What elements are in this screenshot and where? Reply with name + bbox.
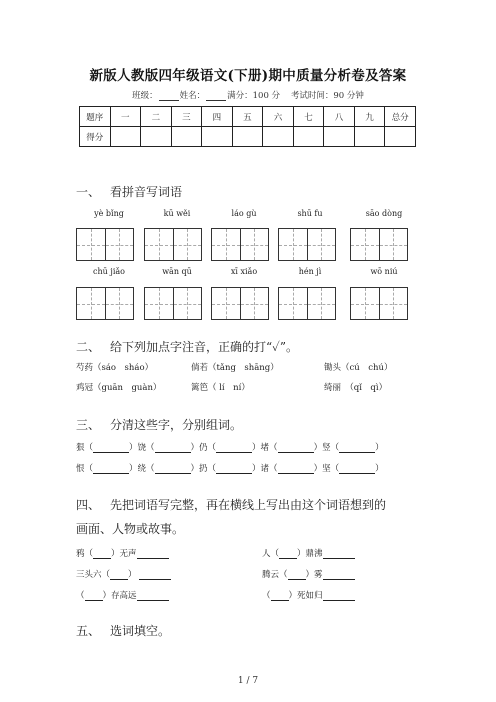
section5-heading [76, 622, 170, 639]
score-header-cell: 二 [141, 107, 172, 127]
score-header-cell: 一 [110, 107, 141, 127]
char-prompt: 狠（ [76, 443, 94, 453]
score-row-label: 得分 [80, 127, 111, 147]
word-group-row [76, 441, 384, 453]
section1-heading [76, 183, 182, 200]
answer-blank[interactable] [155, 464, 191, 474]
idiom-part: （ [262, 591, 271, 601]
answer-line[interactable] [137, 591, 169, 601]
pinyin-label: láo gù [231, 209, 257, 218]
char-prompt: ） [375, 464, 384, 474]
pinyin-label: yè bǐng [94, 209, 124, 218]
idiom-blank[interactable] [271, 591, 289, 601]
idiom-part: （ [76, 591, 85, 601]
full-score: 满分：100 分 [227, 91, 281, 101]
page-title: 新版人教版四年级语文(下册)期中质量分析卷及答案 [89, 68, 407, 84]
score-table-score-row [80, 127, 416, 147]
score-header-cell: 三 [171, 107, 202, 127]
section-number: 四、 [76, 498, 101, 512]
writing-box[interactable] [76, 287, 134, 320]
score-header-cell: 八 [324, 107, 355, 127]
char-prompt: ）诸（ [252, 464, 278, 474]
score-table [79, 106, 416, 147]
answer-line[interactable] [137, 549, 169, 559]
char-prompt: ）仍（ [190, 443, 217, 453]
section-number: 三、 [76, 418, 101, 432]
answer-blank[interactable] [278, 443, 314, 453]
writing-box[interactable] [211, 287, 269, 320]
answer-line[interactable] [323, 549, 355, 559]
phonetic-item[interactable]: 芍药（sáo sháo） [76, 363, 154, 373]
answer-blank[interactable] [93, 464, 129, 474]
idiom-part: ）存高远 [102, 591, 137, 601]
pinyin-label: sāo dòng [365, 209, 403, 218]
section-title: 先把词语写完整，再在横线上写出由这个词语想到的 [110, 498, 387, 512]
idiom-part: ） [128, 570, 137, 580]
class-label: 班级： [132, 91, 158, 101]
score-header-cell: 五 [232, 107, 263, 127]
writing-box[interactable] [278, 228, 336, 261]
idiom-item [262, 568, 355, 580]
class-blank [159, 91, 179, 101]
idiom-part: 鸦（ [76, 549, 94, 559]
idiom-part: 人（ [262, 549, 280, 559]
answer-blank[interactable] [339, 464, 375, 474]
writing-box[interactable] [144, 287, 202, 320]
idiom-part: ）鼎沸 [297, 549, 323, 559]
section3-heading [76, 416, 242, 433]
section-number: 五、 [76, 624, 101, 638]
phonetic-item[interactable]: 锄头（cú chú） [324, 363, 393, 373]
name-label: 姓名： [179, 91, 206, 101]
idiom-blank[interactable] [110, 570, 128, 580]
section-title: 分清这些字，分别组词。 [110, 418, 243, 432]
char-prompt: ）堵（ [252, 443, 278, 453]
score-cell[interactable] [385, 127, 416, 147]
answer-blank[interactable] [93, 443, 129, 453]
pinyin-label: hén jì [298, 267, 322, 276]
char-prompt: ） [375, 443, 384, 453]
page-number: 1 / 7 [237, 676, 259, 686]
score-cell[interactable] [110, 127, 141, 147]
idiom-item [262, 547, 355, 559]
idiom-item [76, 568, 171, 580]
score-header-cell: 九 [354, 107, 385, 127]
writing-box[interactable] [278, 287, 336, 320]
idiom-part: ）死如归 [288, 591, 323, 601]
char-prompt: ）竖（ [313, 443, 340, 453]
idiom-blank[interactable] [288, 570, 306, 580]
name-blank [206, 91, 226, 101]
char-prompt: ）坚（ [313, 464, 340, 474]
phonetic-item[interactable]: 鸡冠（guān guàn） [76, 383, 162, 393]
section2-heading [76, 338, 298, 355]
answer-blank[interactable] [216, 464, 252, 474]
char-prompt: 恨（ [76, 464, 94, 474]
pinyin-label: chū jiǎo [93, 267, 125, 276]
section4-heading [76, 496, 386, 513]
answer-blank[interactable] [155, 443, 191, 453]
phonetic-item[interactable]: 绮丽 （qǐ qì） [324, 383, 388, 393]
score-cell[interactable] [324, 127, 355, 147]
pinyin-label: wān qū [162, 267, 192, 276]
writing-box[interactable] [350, 287, 408, 320]
phonetic-item[interactable]: 篱笆（ lí ní） [191, 383, 250, 393]
idiom-item [76, 547, 169, 559]
score-cell[interactable] [171, 127, 202, 147]
section4-heading-cont: 画面、人物或故事。 [76, 522, 185, 536]
char-prompt: ）扔（ [190, 464, 217, 474]
score-cell[interactable] [263, 127, 294, 147]
writing-box[interactable] [144, 228, 202, 261]
exam-time: 考试时间：90 分钟 [290, 91, 364, 101]
score-cell[interactable] [202, 127, 233, 147]
score-header-cell: 总分 [385, 107, 416, 127]
idiom-blank[interactable] [85, 591, 103, 601]
answer-blank[interactable] [278, 464, 314, 474]
answer-line[interactable] [323, 570, 355, 580]
section-number: 二、 [76, 340, 101, 354]
idiom-part: ）雾 [305, 570, 323, 580]
idiom-item [262, 589, 355, 601]
idiom-item [76, 589, 169, 601]
score-table-header-row [80, 107, 416, 127]
score-cell[interactable] [232, 127, 263, 147]
writing-box[interactable] [76, 228, 134, 261]
idiom-blank[interactable] [93, 549, 111, 559]
score-header-cell: 七 [293, 107, 324, 127]
section-title: 给下列加点字注音，正确的打“✓”。 [110, 340, 299, 354]
section-number: 一、 [76, 185, 101, 199]
phonetic-item[interactable]: 倘若（tǎng shāng） [191, 363, 279, 373]
char-prompt: ）饶（ [129, 443, 155, 453]
section-title: 看拼音写词语 [110, 185, 183, 199]
word-group-row [76, 462, 384, 474]
score-header-cell: 四 [202, 107, 233, 127]
score-cell[interactable] [293, 127, 324, 147]
section-title: 选词填空。 [110, 624, 171, 638]
score-cell[interactable] [141, 127, 172, 147]
answer-blank[interactable] [216, 443, 252, 453]
idiom-part: 三头六（ [76, 570, 111, 580]
writing-box[interactable] [211, 228, 269, 261]
pinyin-label: xī xiǎo [230, 267, 258, 276]
pinyin-label: kū wěi [163, 209, 191, 218]
score-header-cell: 六 [263, 107, 294, 127]
writing-box[interactable] [350, 228, 408, 261]
idiom-part: 腾云（ [262, 570, 288, 580]
pinyin-label: wō niú [370, 267, 398, 276]
answer-line[interactable] [323, 591, 355, 601]
answer-blank[interactable] [339, 443, 375, 453]
score-cell[interactable] [354, 127, 385, 147]
idiom-part: ）无声 [111, 549, 137, 559]
student-info-line [0, 89, 496, 101]
answer-line[interactable] [139, 570, 171, 580]
pinyin-label: shū fu [297, 209, 323, 218]
score-header-cell: 题序 [80, 107, 111, 127]
idiom-blank[interactable] [279, 549, 297, 559]
char-prompt: ）绕（ [129, 464, 155, 474]
